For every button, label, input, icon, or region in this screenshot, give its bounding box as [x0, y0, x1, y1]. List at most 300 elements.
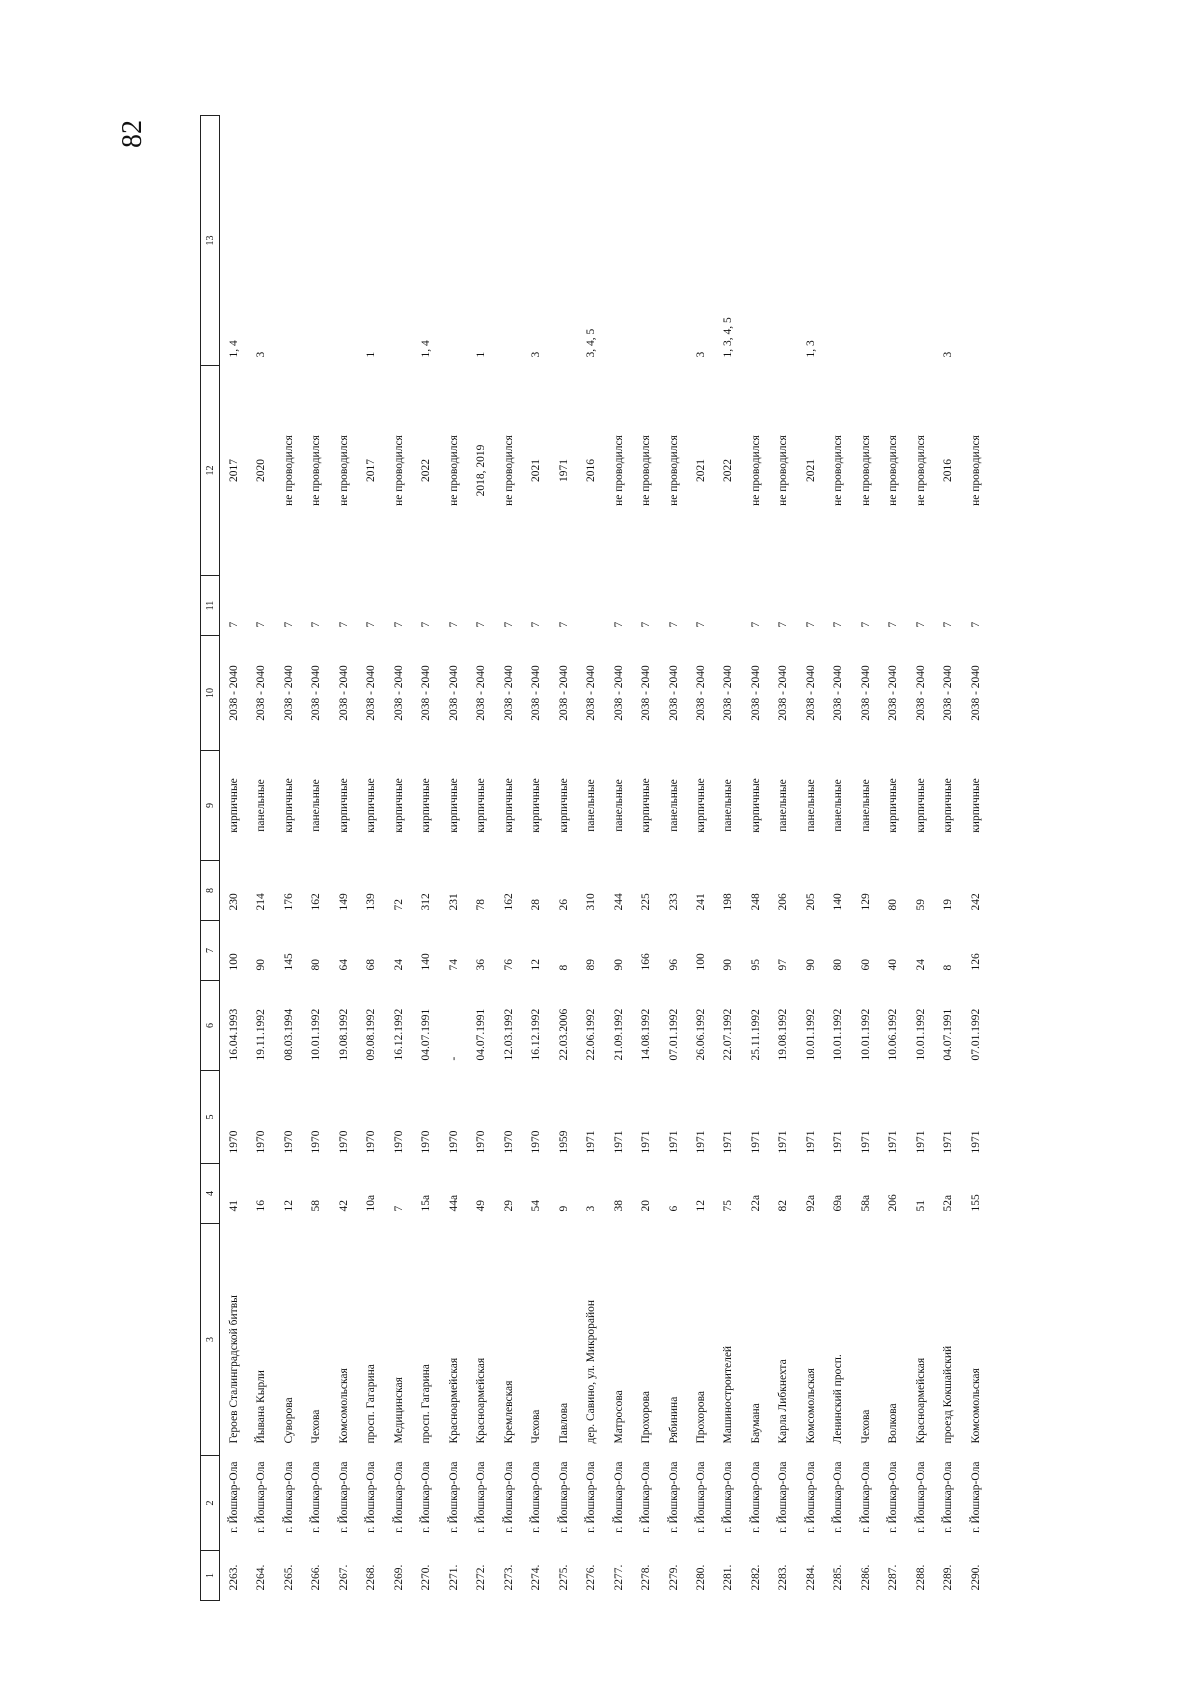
table-cell-col-9: кирпичные [557, 778, 570, 833]
table-row [577, 116, 604, 1601]
table-cell-col-2: г. Йошкар-Ола [557, 1461, 570, 1533]
table-body [220, 116, 991, 1601]
table-cell-col-12: не проводился [282, 435, 295, 506]
table-cell-col-6: 16.12.1992 [392, 1008, 405, 1061]
table-cell-col-4: 58 [310, 1200, 323, 1212]
column-number-12: 12 [201, 366, 220, 576]
table-cell-col-2: г. Йошкар-Ола [640, 1461, 653, 1533]
table-cell-col-7: 90 [722, 959, 735, 971]
table-cell-col-8: 206 [777, 893, 790, 911]
table-cell-col-13: 3 [942, 351, 955, 358]
table-cell-col-13: 3 [255, 351, 268, 358]
table-cell-col-4: 42 [337, 1200, 350, 1212]
column-number-4: 4 [201, 1164, 220, 1224]
table-cell-col-13: 1 [475, 351, 488, 358]
column-number-3: 3 [201, 1224, 220, 1456]
table-cell-col-7: 24 [392, 959, 405, 971]
table-cell-col-11 [715, 576, 742, 636]
table-cell-col-3: Красноармейская [447, 1357, 460, 1444]
table-cell-col-11: 7 [502, 621, 515, 628]
table-cell-col-13 [770, 116, 797, 366]
table-cell-col-12: не проводился [832, 435, 845, 506]
table-cell-col-2: г. Йошкар-Ола [530, 1461, 543, 1533]
table-cell-col-5: 1970 [227, 1130, 240, 1154]
table-cell-col-6: 04.07.1991 [420, 1008, 433, 1061]
table-cell-col-8: 129 [859, 893, 872, 911]
table-cell-col-11: 7 [804, 621, 817, 628]
table-cell-col-8: 28 [530, 899, 543, 911]
table-cell-col-6: 19.08.1992 [337, 1008, 350, 1061]
column-number-5: 5 [201, 1071, 220, 1164]
table-cell-col-1: 2287. [887, 1564, 900, 1591]
table-cell-col-9: панельные [777, 779, 790, 832]
table-row [385, 116, 412, 1601]
table-cell-col-11: 7 [667, 621, 680, 628]
table-cell-col-2: г. Йошкар-Ола [255, 1461, 268, 1533]
table-cell-col-5: 1971 [914, 1130, 927, 1154]
table-cell-col-11: 7 [420, 621, 433, 628]
table-cell-col-6: 04.07.1991 [475, 1008, 488, 1061]
table-cell-col-1: 2267. [337, 1564, 350, 1591]
table-row [605, 116, 632, 1601]
table-cell-col-10: 2038 - 2040 [392, 665, 405, 721]
table-row [330, 116, 357, 1601]
table-cell-col-2: г. Йошкар-Ола [777, 1461, 790, 1533]
table-cell-col-4: 10а [365, 1194, 378, 1212]
table-cell-col-6: 22.07.1992 [722, 1008, 735, 1061]
table-cell-col-6: 10.01.1992 [310, 1008, 323, 1061]
table-cell-col-10: 2038 - 2040 [804, 665, 817, 721]
table-cell-col-13 [550, 116, 577, 366]
table-cell-col-1: 2273. [502, 1564, 515, 1591]
table-cell-col-4: 44а [447, 1194, 460, 1212]
table-cell-col-8: 19 [942, 899, 955, 911]
table-cell-col-7: 90 [255, 959, 268, 971]
table-cell-col-10: 2038 - 2040 [310, 665, 323, 721]
table-cell-col-9: кирпичные [530, 778, 543, 833]
table-cell-col-9: кирпичные [392, 778, 405, 833]
table-cell-col-11: 7 [227, 621, 240, 628]
table-cell-col-12: 2022 [420, 459, 433, 482]
table-cell-col-3: просп. Гагарина [420, 1364, 433, 1444]
table-cell-col-5: 1971 [942, 1130, 955, 1154]
table-cell-col-2: г. Йошкар-Ола [914, 1461, 927, 1533]
table-cell-col-4: 82 [777, 1200, 790, 1212]
table-cell-col-6: 16.04.1993 [227, 1008, 240, 1061]
table-cell-col-12: 2016 [942, 459, 955, 482]
table-cell-col-8: 72 [392, 899, 405, 911]
table-cell-col-10: 2038 - 2040 [502, 665, 515, 721]
table-cell-col-1: 2265. [282, 1564, 295, 1591]
table-cell-col-7: 12 [530, 959, 543, 971]
table-cell-col-13 [440, 116, 467, 366]
table-cell-col-3: Прохорова [694, 1391, 707, 1444]
table-cell-col-7: 97 [777, 959, 790, 971]
table-cell-col-4: 16 [255, 1200, 268, 1212]
table-cell-col-7: 126 [970, 953, 983, 971]
table-cell-col-12: не проводился [612, 435, 625, 506]
table-cell-col-1: 2274. [530, 1564, 543, 1591]
table-cell-col-13: 1, 4 [420, 340, 433, 358]
page-number: 82 [117, 120, 148, 148]
table-cell-col-6: 10.01.1992 [804, 1008, 817, 1061]
table-cell-col-12: 2020 [255, 459, 268, 482]
table-cell-col-1: 2264. [255, 1564, 268, 1591]
table-cell-col-12: не проводился [667, 435, 680, 506]
table-cell-col-8: 225 [640, 893, 653, 911]
table-cell-col-4: 69а [832, 1194, 845, 1212]
table-cell-col-13 [275, 116, 302, 366]
table-cell-col-1: 2272. [475, 1564, 488, 1591]
table-cell-col-12: 1971 [557, 459, 570, 482]
table-cell-col-12: не проводился [777, 435, 790, 506]
table-cell-col-4: 20 [640, 1200, 653, 1212]
table-cell-col-6: 19.11.1992 [255, 1009, 268, 1061]
table-cell-col-12: не проводился [859, 435, 872, 506]
table-cell-col-8: 312 [420, 893, 433, 911]
table-cell-col-1: 2286. [859, 1564, 872, 1591]
table-cell-col-2: г. Йошкар-Ола [365, 1461, 378, 1533]
table-cell-col-10: 2038 - 2040 [722, 665, 735, 721]
table-cell-col-7: 96 [667, 959, 680, 971]
table-cell-col-10: 2038 - 2040 [777, 665, 790, 721]
table-cell-col-9: панельные [859, 779, 872, 832]
table-cell-col-8: 26 [557, 899, 570, 911]
column-number-2: 2 [201, 1456, 220, 1551]
table-cell-col-1: 2263. [227, 1564, 240, 1591]
table-cell-col-1: 2280. [694, 1564, 707, 1591]
table-cell-col-11: 7 [337, 621, 350, 628]
table-cell-col-8: 162 [502, 893, 515, 911]
table-cell-col-7: 8 [942, 964, 955, 971]
table-cell-col-8: 198 [722, 893, 735, 911]
table-cell-col-3: Ленинский просп. [832, 1354, 845, 1444]
table-cell-col-5: 1971 [777, 1130, 790, 1154]
table-cell-col-11: 7 [557, 621, 570, 628]
table-cell-col-13 [825, 116, 852, 366]
table-cell-col-8: 205 [804, 893, 817, 911]
table-cell-col-12: не проводился [310, 435, 323, 506]
table-cell-col-6: 04.07.1991 [942, 1008, 955, 1061]
table-cell-col-10: 2038 - 2040 [447, 665, 460, 721]
table-cell-col-10: 2038 - 2040 [970, 665, 983, 721]
table-cell-col-6: 26.06.1992 [694, 1008, 707, 1061]
table-cell-col-4: 41 [227, 1200, 240, 1212]
table-cell-col-9: кирпичные [970, 778, 983, 833]
table-cell-col-6: 07.01.1992 [667, 1008, 680, 1061]
table-cell-col-2: г. Йошкар-Ола [667, 1461, 680, 1533]
table-row [550, 116, 577, 1601]
table-cell-col-1: 2285. [832, 1564, 845, 1591]
table-cell-col-4: 3 [585, 1205, 598, 1212]
table-cell-col-9: панельные [255, 779, 268, 832]
table-cell-col-13 [880, 116, 907, 366]
table-cell-col-7: 89 [585, 959, 598, 971]
table-cell-col-4: 9 [557, 1205, 570, 1212]
table-cell-col-12: 2021 [530, 459, 543, 482]
table-cell-col-2: г. Йошкар-Ола [694, 1461, 707, 1533]
table-row [715, 116, 742, 1601]
table-cell-col-1: 2269. [392, 1564, 405, 1591]
table-cell-col-10: 2038 - 2040 [942, 665, 955, 721]
table-cell-col-4: 54 [530, 1200, 543, 1212]
table-cell-col-4: 52а [942, 1194, 955, 1212]
table-cell-col-3: Красноармейская [475, 1357, 488, 1444]
table-cell-col-9: кирпичные [420, 778, 433, 833]
table-cell-col-7: 166 [640, 953, 653, 971]
table-cell-col-5: 1971 [694, 1130, 707, 1154]
table-cell-col-2: г. Йошкар-Ола [420, 1461, 433, 1533]
table-cell-col-11: 7 [970, 621, 983, 628]
table-cell-col-3: дер. Савино, ул. Микрорайон [585, 1299, 598, 1444]
table-cell-col-1: 2275. [557, 1564, 570, 1591]
table-cell-col-10: 2038 - 2040 [887, 665, 900, 721]
table-cell-col-4: 49 [475, 1200, 488, 1212]
table-cell-col-13: 1 [365, 351, 378, 358]
table-cell-col-4: 29 [502, 1200, 515, 1212]
table-cell-col-5: 1971 [970, 1130, 983, 1154]
table-cell-col-13 [632, 116, 659, 366]
table-cell-col-9: кирпичные [942, 778, 955, 833]
table-cell-col-8: 140 [832, 893, 845, 911]
table-cell-col-6: 10.01.1992 [832, 1008, 845, 1061]
table-cell-col-2: г. Йошкар-Ола [749, 1461, 762, 1533]
table-cell-col-5: 1959 [557, 1130, 570, 1154]
table-cell-col-13 [962, 116, 990, 366]
table-cell-col-12: не проводился [447, 435, 460, 506]
table-cell-col-2: г. Йошкар-Ола [887, 1461, 900, 1533]
table-cell-col-11: 7 [475, 621, 488, 628]
table-cell-col-4: 206 [887, 1194, 900, 1212]
table-row [797, 116, 824, 1601]
table-cell-col-7: 68 [365, 959, 378, 971]
table-cell-col-11: 7 [942, 621, 955, 628]
table-row [495, 116, 522, 1601]
table-cell-col-11: 7 [640, 621, 653, 628]
table-cell-col-4: 6 [667, 1205, 680, 1212]
table-cell-col-12: не проводился [502, 435, 515, 506]
table-row [632, 116, 659, 1601]
table-cell-col-7: 100 [227, 953, 240, 971]
table-cell-col-10: 2038 - 2040 [282, 665, 295, 721]
table-cell-col-10: 2038 - 2040 [365, 665, 378, 721]
table-cell-col-8: 162 [310, 893, 323, 911]
table-row [742, 116, 769, 1601]
table-cell-col-6: 10.06.1992 [887, 1008, 900, 1061]
table-cell-col-11: 7 [612, 621, 625, 628]
table-cell-col-8: 248 [749, 893, 762, 911]
table-cell-col-13 [852, 116, 879, 366]
table-cell-col-13: 3 [530, 351, 543, 358]
table-cell-col-9: кирпичные [914, 778, 927, 833]
table-row [440, 116, 467, 1601]
table-cell-col-7: 95 [749, 959, 762, 971]
table-cell-col-10: 2038 - 2040 [557, 665, 570, 721]
table-row [522, 116, 549, 1601]
table-cell-col-5: 1971 [612, 1130, 625, 1154]
table-cell-col-4: 12 [282, 1200, 295, 1212]
column-number-row [201, 116, 220, 1601]
column-number-6: 6 [201, 981, 220, 1071]
table-cell-col-1: 2289. [942, 1564, 955, 1591]
table-cell-col-1: 2277. [612, 1564, 625, 1591]
table-cell-col-3: Красноармейская [914, 1357, 927, 1444]
table-cell-col-3: Кремлевская [502, 1380, 515, 1444]
table-cell-col-3: проезд Кокшайский [942, 1345, 955, 1444]
table-cell-col-4: 38 [612, 1200, 625, 1212]
table-row [275, 116, 302, 1601]
table-cell-col-10: 2038 - 2040 [859, 665, 872, 721]
table-row [770, 116, 797, 1601]
table-cell-col-12: 2016 [585, 459, 598, 482]
table-cell-col-6: 22.03.2006 [557, 1008, 570, 1061]
table-cell-col-11: 7 [914, 621, 927, 628]
table-cell-col-12: не проводился [392, 435, 405, 506]
table-cell-col-2: г. Йошкар-Ола [585, 1461, 598, 1533]
table-cell-col-5: 1971 [640, 1130, 653, 1154]
table-cell-col-8: 176 [282, 893, 295, 911]
table-cell-col-8: 244 [612, 893, 625, 911]
housing-table [200, 115, 990, 1601]
table-cell-col-13 [330, 116, 357, 366]
table-cell-col-5: 1971 [859, 1130, 872, 1154]
table-cell-col-8: 242 [970, 893, 983, 911]
table-cell-col-6: 10.01.1992 [859, 1008, 872, 1061]
table-cell-col-9: панельные [310, 779, 323, 832]
table-cell-col-6: 25.11.1992 [749, 1009, 762, 1061]
table-cell-col-1: 2288. [914, 1564, 927, 1591]
table-cell-col-8: 214 [255, 893, 268, 911]
table-cell-col-12: 2017 [227, 459, 240, 482]
table-cell-col-12: не проводился [337, 435, 350, 506]
table-cell-col-5: 1970 [310, 1130, 323, 1154]
table-cell-col-3: Йывана Кырли [255, 1370, 268, 1444]
table-cell-col-2: г. Йошкар-Ола [337, 1461, 350, 1533]
table-cell-col-7: 76 [502, 959, 515, 971]
table-cell-col-1: 2270. [420, 1564, 433, 1591]
table-cell-col-11: 7 [777, 621, 790, 628]
table-cell-col-12: 2021 [804, 459, 817, 482]
table-cell-col-1: 2281. [722, 1564, 735, 1591]
table-cell-col-2: г. Йошкар-Ола [447, 1461, 460, 1533]
table-cell-col-7: 90 [804, 959, 817, 971]
table-cell-col-13 [605, 116, 632, 366]
table-cell-col-4: 155 [970, 1194, 983, 1212]
table-cell-col-2: г. Йошкар-Ола [282, 1461, 295, 1533]
table-cell-col-10: 2038 - 2040 [612, 665, 625, 721]
table-cell-col-1: 2266. [310, 1564, 323, 1591]
table-cell-col-11: 7 [447, 621, 460, 628]
table-cell-col-5: 1971 [749, 1130, 762, 1154]
table-cell-col-10: 2038 - 2040 [337, 665, 350, 721]
column-number-9: 9 [201, 751, 220, 861]
table-cell-col-5: 1970 [255, 1130, 268, 1154]
table-cell-col-6: 14.08.1992 [640, 1008, 653, 1061]
column-number-1: 1 [201, 1551, 220, 1601]
table-cell-col-12: не проводился [970, 435, 983, 506]
table-cell-col-2: г. Йошкар-Ола [502, 1461, 515, 1533]
table-cell-col-8: 149 [337, 893, 350, 911]
table-cell-col-6: 12.03.1992 [502, 1008, 515, 1061]
table-cell-col-7: 100 [694, 953, 707, 971]
table-cell-col-8: 78 [475, 899, 488, 911]
table-cell-col-8: 59 [914, 899, 927, 911]
table-cell-col-12: не проводился [914, 435, 927, 506]
table-cell-col-8: 241 [694, 893, 707, 911]
table-cell-col-3: Баумана [749, 1403, 762, 1444]
table-cell-col-4: 22а [749, 1194, 762, 1212]
table-cell-col-7: 64 [337, 959, 350, 971]
table-cell-col-1: 2284. [804, 1564, 817, 1591]
table-cell-col-9: панельные [612, 779, 625, 832]
table-cell-col-11: 7 [832, 621, 845, 628]
table-cell-col-5: 1970 [282, 1130, 295, 1154]
table-cell-col-9: панельные [804, 779, 817, 832]
table-row [962, 116, 990, 1601]
table-cell-col-11: 7 [694, 621, 707, 628]
table-cell-col-3: просп. Гагарина [365, 1364, 378, 1444]
table-cell-col-12: 2017 [365, 459, 378, 482]
table-cell-col-9: кирпичные [365, 778, 378, 833]
table-cell-col-12: 2021 [694, 459, 707, 482]
table-cell-col-10: 2038 - 2040 [530, 665, 543, 721]
table-cell-col-13 [660, 116, 687, 366]
table-cell-col-5: 1971 [722, 1130, 735, 1154]
table-cell-col-13: 3, 4, 5 [585, 328, 598, 358]
table-row [248, 116, 275, 1601]
table-row [467, 116, 494, 1601]
column-number-7: 7 [201, 921, 220, 981]
table-cell-col-9: кирпичные [749, 778, 762, 833]
table-cell-col-11: 7 [749, 621, 762, 628]
column-number-13: 13 [201, 116, 220, 366]
table-cell-col-12: не проводился [749, 435, 762, 506]
table-cell-col-7: 8 [557, 964, 570, 971]
table-cell-col-10: 2038 - 2040 [640, 665, 653, 721]
table-cell-col-7: 80 [832, 959, 845, 971]
table-row [220, 116, 248, 1601]
table-cell-col-3: Матросова [612, 1390, 625, 1444]
table-cell-col-2: г. Йошкар-Ола [227, 1461, 240, 1533]
table-cell-col-5: 1971 [804, 1130, 817, 1154]
table-cell-col-3: Карла Либкнехта [777, 1359, 790, 1444]
table-cell-col-4: 75 [722, 1200, 735, 1212]
table-cell-col-9: панельные [585, 779, 598, 832]
table-cell-col-10: 2038 - 2040 [255, 665, 268, 721]
table-cell-col-1: 2278. [640, 1564, 653, 1591]
table-cell-col-1: 2271. [447, 1564, 460, 1591]
table-cell-col-3: Чехова [859, 1409, 872, 1444]
table-row [852, 116, 879, 1601]
table-cell-col-6: 08.03.1994 [282, 1008, 295, 1061]
table-cell-col-10: 2038 - 2040 [227, 665, 240, 721]
table-cell-col-2: г. Йошкар-Ола [310, 1461, 323, 1533]
table-cell-col-1: 2276. [585, 1564, 598, 1591]
table-cell-col-10: 2038 - 2040 [667, 665, 680, 721]
table-row [357, 116, 384, 1601]
table-row [412, 116, 439, 1601]
table-cell-col-9: кирпичные [337, 778, 350, 833]
table-cell-col-7: 40 [887, 959, 900, 971]
column-number-11: 11 [201, 576, 220, 636]
table-cell-col-5: 1970 [502, 1130, 515, 1154]
table-cell-col-13: 1, 3, 4, 5 [722, 317, 735, 358]
table-cell-col-7: 24 [914, 959, 927, 971]
table-cell-col-9: кирпичные [887, 778, 900, 833]
table-row [880, 116, 907, 1601]
table-cell-col-13: 3 [694, 351, 707, 358]
table-cell-col-5: 1971 [585, 1130, 598, 1154]
